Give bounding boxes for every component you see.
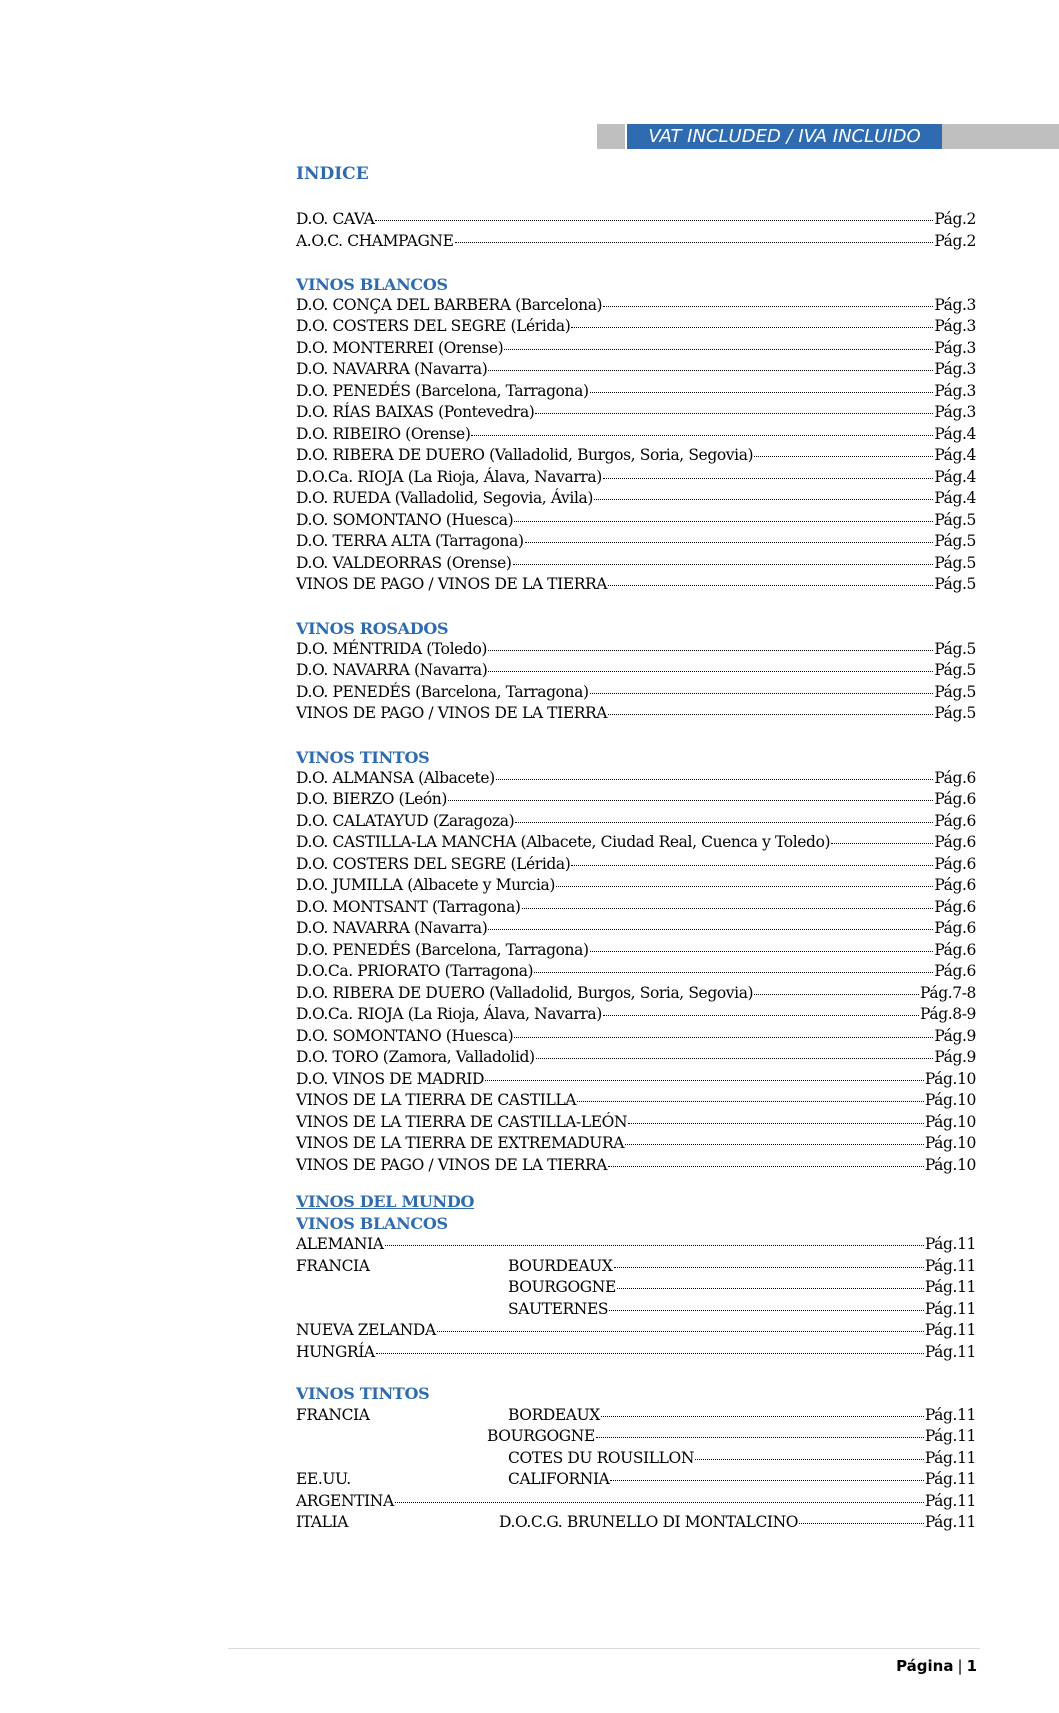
dot-leader: [590, 692, 934, 694]
toc-entry-sublabel: BOURGOGNE: [508, 1278, 616, 1296]
dot-leader: [471, 434, 933, 436]
toc-entry-row[interactable]: [296, 1513, 976, 1534]
toc-entry-row[interactable]: [296, 210, 976, 231]
dot-leader: [625, 1143, 924, 1145]
toc-entry-page: Pág.11: [924, 1405, 976, 1424]
toc-entry-label: D.O. JUMILLA (Albacete y Murcia): [296, 876, 556, 894]
toc-entry-label: D.O. CONÇA DEL BARBERA (Barcelona): [296, 295, 603, 314]
toc-entry-label: D.O. SOMONTANO (Huesca): [296, 1026, 514, 1045]
dot-leader: [608, 713, 933, 715]
toc-entry-page: Pág.4: [934, 446, 976, 464]
dot-leader: [556, 885, 933, 887]
toc-entry-page: Pág.5: [934, 510, 976, 529]
toc-entry-label: D.O. RIBERA DE DUERO (Valladolid, Burgos, Soria, Segovia): [296, 983, 754, 1002]
dot-leader: [535, 412, 933, 414]
dot-leader: [799, 1522, 924, 1524]
toc-entry-page: Pág.10: [924, 1134, 976, 1152]
dot-leader: [514, 1036, 933, 1038]
dot-leader: [536, 1057, 934, 1059]
dot-leader: [448, 799, 933, 801]
dot-leader: [754, 455, 933, 457]
dot-leader: [603, 1014, 919, 1016]
dot-leader: [488, 369, 933, 371]
toc-entry-label: VINOS DE PAGO / VINOS DE LA TIERRA: [296, 575, 608, 593]
toc-entry-sublabel: COTES DU ROUSILLON: [508, 1448, 695, 1467]
dot-leader: [514, 520, 933, 522]
toc-entry-row[interactable]: [296, 1235, 976, 1256]
dot-leader: [754, 993, 919, 995]
toc-entry-label: D.O.Ca. PRIORATO (Tarragona): [296, 962, 534, 980]
toc-entry-label: D.O. ALMANSA (Albacete): [296, 768, 495, 787]
dot-leader: [522, 907, 934, 909]
toc-entry-page: Pág.5: [934, 639, 976, 658]
toc-entry-row[interactable]: [296, 876, 976, 897]
dot-leader: [577, 1100, 924, 1102]
toc-entry-page: Pág.3: [934, 403, 976, 421]
toc-entry-page: Pág.6: [934, 811, 976, 830]
dot-leader: [590, 391, 934, 393]
dot-leader: [395, 1501, 924, 1503]
toc-entry-row[interactable]: [296, 232, 976, 253]
toc-entry-page: Pág.2: [934, 231, 976, 250]
toc-entry-page: Pág.3: [934, 338, 976, 357]
toc-entry-row[interactable]: [296, 1427, 976, 1448]
toc-entry-row[interactable]: [296, 1257, 976, 1278]
toc-entry-row[interactable]: [296, 1300, 976, 1321]
toc-entry-page: Pág.10: [924, 1112, 976, 1131]
toc-entry-label: D.O. TERRA ALTA (Tarragona): [296, 532, 524, 550]
toc-entry-label: D.O. CASTILLA-LA MANCHA (Albacete, Ciudad Real, Cuenca y Toledo): [296, 833, 831, 851]
toc-entry-page: Pág.4: [934, 489, 976, 507]
toc-entry-row[interactable]: [296, 1005, 976, 1026]
toc-entry-label: VINOS DE LA TIERRA DE CASTILLA-LEÓN: [296, 1112, 628, 1131]
dot-leader: [590, 950, 934, 952]
toc-entry-label: D.O. CAVA: [296, 210, 375, 228]
toc-entry-page: Pág.9: [934, 1026, 976, 1045]
toc-entry-row[interactable]: [296, 790, 976, 811]
toc-entry-page: Pág.3: [934, 295, 976, 314]
dot-leader: [603, 305, 933, 307]
toc-entry-row[interactable]: [296, 1321, 976, 1342]
dot-leader: [496, 778, 934, 780]
toc-entry-label: D.O. PENEDÉS (Barcelona, Tarragona): [296, 940, 589, 959]
world-red-wines-heading: VINOS TINTOS: [296, 1384, 430, 1403]
toc-entry-page: Pág.4: [934, 467, 976, 486]
toc-entry-label: D.O. VALDEORRAS (Orense): [296, 553, 512, 572]
toc-entry-page: Pág.11: [924, 1235, 976, 1253]
dot-leader: [571, 326, 933, 328]
toc-entry-row[interactable]: [296, 1048, 976, 1069]
toc-entry-row[interactable]: [296, 1492, 976, 1513]
toc-entry-label: D.O. RUEDA (Valladolid, Segovia, Ávila): [296, 489, 593, 507]
vat-included-label: VAT INCLUDED / IVA INCLUIDO: [625, 124, 942, 149]
index-title: INDICE: [296, 164, 369, 184]
toc-entry-row[interactable]: [296, 1027, 976, 1048]
dot-leader: [455, 241, 934, 243]
toc-entry-row[interactable]: [296, 1278, 976, 1299]
toc-entry-sublabel: BOURDEAUX: [508, 1256, 613, 1275]
dot-leader: [601, 1415, 924, 1417]
footer-page-word: Página: [896, 1657, 954, 1675]
toc-entry-label: D.O. RIBERA DE DUERO (Valladolid, Burgos, Soria, Segovia): [296, 446, 754, 464]
toc-entry-page: Pág.3: [934, 360, 976, 378]
toc-entry-row[interactable]: [296, 855, 976, 876]
toc-entry-row[interactable]: [296, 532, 976, 553]
toc-entry-label: D.O. BIERZO (León): [296, 790, 448, 808]
toc-entry-row[interactable]: [296, 1091, 976, 1112]
toc-entry-page: Pág.5: [934, 532, 976, 550]
toc-entry-label: D.O. CALATAYUD (Zaragoza): [296, 811, 515, 830]
dot-leader: [375, 219, 933, 221]
toc-entry-page: Pág.5: [934, 553, 976, 572]
toc-entry-row[interactable]: [296, 1113, 976, 1134]
toc-entry-page: Pág.5: [934, 682, 976, 701]
toc-entry-sublabel: D.O.C.G. BRUNELLO DI MONTALCINO: [499, 1513, 799, 1531]
dot-leader: [385, 1244, 924, 1246]
toc-entry-page: Pág.11: [924, 1491, 976, 1510]
dot-leader: [571, 864, 933, 866]
footer-separator: |: [957, 1657, 963, 1675]
world-wines-heading: VINOS DEL MUNDO: [296, 1192, 475, 1211]
dot-leader: [488, 649, 933, 651]
toc-entry-label: VINOS DE LA TIERRA DE CASTILLA: [296, 1091, 577, 1109]
toc-entry-row[interactable]: [296, 317, 976, 338]
toc-entry-label: D.O. TORO (Zamora, Valladolid): [296, 1048, 535, 1066]
toc-entry-page: Pág.10: [924, 1155, 976, 1174]
toc-entry-page: Pág.6: [934, 876, 976, 894]
dot-leader: [504, 348, 933, 350]
toc-entry-row[interactable]: [296, 704, 976, 725]
toc-entry-page: Pág.6: [934, 854, 976, 873]
toc-entry-row[interactable]: [296, 511, 976, 532]
dot-leader: [525, 541, 934, 543]
toc-entry-label: D.O. PENEDÉS (Barcelona, Tarragona): [296, 682, 589, 701]
dot-leader: [594, 498, 933, 500]
toc-entry-label: D.O. SOMONTANO (Huesca): [296, 510, 514, 529]
toc-entry-label: D.O. COSTERS DEL SEGRE (Lérida): [296, 317, 571, 335]
toc-entry-sublabel: CALIFORNIA: [508, 1470, 610, 1488]
toc-entry-page: Pág.10: [924, 1069, 976, 1088]
toc-entry-row[interactable]: [296, 941, 976, 962]
toc-entry-label: D.O. MONTSANT (Tarragona): [296, 897, 521, 916]
toc-entry-page: Pág.8-9: [920, 1005, 976, 1023]
toc-entry-label: VINOS DE PAGO / VINOS DE LA TIERRA: [296, 1155, 608, 1174]
toc-entry-label: ARGENTINA: [296, 1491, 394, 1510]
toc-entry-label: FRANCIA: [296, 1256, 370, 1275]
toc-entry-row[interactable]: [296, 489, 976, 510]
toc-entry-page: Pág.6: [934, 897, 976, 916]
toc-entry-page: Pág.11: [924, 1299, 976, 1318]
toc-entry-row[interactable]: [296, 661, 976, 682]
dot-leader: [603, 477, 933, 479]
toc-entry-row[interactable]: [296, 962, 976, 983]
toc-entry-row[interactable]: [296, 1343, 976, 1364]
dot-leader: [596, 1436, 924, 1438]
toc-entry-page: Pág.11: [924, 1278, 976, 1296]
toc-entry-label: D.O. VINOS DE MADRID: [296, 1069, 484, 1088]
toc-entry-label: D.O. COSTERS DEL SEGRE (Lérida): [296, 854, 571, 873]
toc-entry-page: Pág.3: [934, 381, 976, 400]
toc-entry-label: NUEVA ZELANDA: [296, 1321, 436, 1339]
toc-entry-page: Pág.11: [924, 1427, 976, 1445]
toc-entry-label: VINOS DE PAGO / VINOS DE LA TIERRA: [296, 704, 608, 722]
section-heading: VINOS TINTOS: [296, 747, 430, 767]
section-heading: VINOS ROSADOS: [296, 618, 449, 638]
dot-leader: [614, 1266, 924, 1268]
dot-leader: [513, 563, 934, 565]
dot-leader: [485, 1079, 924, 1081]
dot-leader: [534, 971, 933, 973]
toc-entry-page: Pág.5: [934, 575, 976, 593]
toc-entry-row[interactable]: [296, 1070, 976, 1091]
toc-entry-row[interactable]: [296, 339, 976, 360]
toc-entry-label: D.O. MONTERREI (Orense): [296, 338, 504, 357]
toc-entry-page: Pág.6: [934, 790, 976, 808]
toc-entry-label: D.O.Ca. RIOJA (La Rioja, Álava, Navarra): [296, 467, 602, 486]
toc-entry-page: Pág.7-8: [920, 983, 976, 1002]
dot-leader: [488, 670, 933, 672]
toc-entry-page: Pág.11: [924, 1448, 976, 1467]
toc-entry-label: ITALIA: [296, 1513, 349, 1531]
toc-entry-row[interactable]: [296, 919, 976, 940]
section-heading: VINOS BLANCOS: [296, 274, 448, 294]
toc-entry-page: Pág.6: [934, 768, 976, 787]
dot-leader: [488, 928, 933, 930]
toc-entry-row[interactable]: [296, 683, 976, 704]
dot-leader: [376, 1352, 924, 1354]
toc-entry-row[interactable]: [296, 360, 976, 381]
footer-divider: [228, 1648, 980, 1649]
toc-entry-page: Pág.11: [924, 1321, 976, 1339]
toc-entry-label: ALEMANIA: [296, 1235, 384, 1253]
toc-entry-label: VINOS DE LA TIERRA DE EXTREMADURA: [296, 1134, 625, 1152]
toc-entry-label: D.O. NAVARRA (Navarra): [296, 919, 488, 937]
toc-entry-label: EE.UU.: [296, 1470, 351, 1488]
toc-entry-page: Pág.6: [934, 962, 976, 980]
toc-entry-row[interactable]: [296, 812, 976, 833]
toc-entry-page: Pág.4: [934, 424, 976, 443]
toc-entry-row[interactable]: [296, 1156, 976, 1177]
toc-entry-page: Pág.6: [934, 919, 976, 937]
toc-entry-page: Pág.11: [924, 1342, 976, 1361]
toc-entry-row[interactable]: [296, 769, 976, 790]
toc-entry-page: Pág.3: [934, 317, 976, 335]
dot-leader: [515, 821, 933, 823]
toc-entry-row[interactable]: [296, 382, 976, 403]
toc-entry-row[interactable]: [296, 446, 976, 467]
dot-leader: [617, 1287, 924, 1289]
toc-entry-row[interactable]: [296, 1406, 976, 1427]
toc-entry-label: D.O. RÍAS BAIXAS (Pontevedra): [296, 403, 535, 421]
toc-entry-label: D.O. RIBEIRO (Orense): [296, 424, 471, 443]
toc-entry-row[interactable]: [296, 898, 976, 919]
toc-entry-row[interactable]: [296, 984, 976, 1005]
toc-entry-page: Pág.5: [934, 661, 976, 679]
dot-leader: [831, 842, 933, 844]
dot-leader: [437, 1330, 924, 1332]
footer-page-number: 1: [966, 1657, 977, 1675]
toc-entry-page: Pág.10: [924, 1091, 976, 1109]
toc-entry-label: D.O. NAVARRA (Navarra): [296, 661, 488, 679]
toc-entry-row[interactable]: [296, 1449, 976, 1470]
toc-entry-page: Pág.11: [924, 1256, 976, 1275]
toc-entry-label: A.O.C. CHAMPAGNE: [296, 231, 454, 250]
dot-leader: [695, 1458, 924, 1460]
toc-entry-sublabel: BORDEAUX: [508, 1405, 600, 1424]
toc-entry-row[interactable]: [296, 468, 976, 489]
toc-entry-row[interactable]: [296, 425, 976, 446]
toc-entry-page: Pág.2: [934, 210, 976, 228]
toc-entry-label: FRANCIA: [296, 1405, 370, 1424]
dot-leader: [608, 1165, 924, 1167]
toc-entry-sublabel: BOURGOGNE: [487, 1427, 595, 1445]
toc-entry-label: D.O. MÉNTRIDA (Toledo): [296, 639, 488, 658]
dot-leader: [628, 1122, 924, 1124]
toc-entry-row[interactable]: [296, 575, 976, 596]
toc-entry-page: Pág.11: [924, 1470, 976, 1488]
toc-entry-label: D.O. PENEDÉS (Barcelona, Tarragona): [296, 381, 589, 400]
toc-entry-page: Pág.11: [924, 1513, 976, 1531]
toc-entry-row[interactable]: [296, 640, 976, 661]
dot-leader: [609, 1309, 924, 1311]
world-white-wines-heading: VINOS BLANCOS: [296, 1213, 448, 1233]
toc-entry-row[interactable]: [296, 1470, 976, 1491]
toc-entry-label: D.O. NAVARRA (Navarra): [296, 360, 488, 378]
toc-entry-row[interactable]: [296, 554, 976, 575]
dot-leader: [608, 584, 933, 586]
toc-entry-row[interactable]: [296, 1134, 976, 1155]
toc-entry-page: Pág.6: [934, 940, 976, 959]
toc-entry-page: Pág.9: [934, 1048, 976, 1066]
toc-entry-row[interactable]: [296, 833, 976, 854]
toc-entry-label: HUNGRÍA: [296, 1342, 375, 1361]
toc-entry-label: D.O.Ca. RIOJA (La Rioja, Álava, Navarra): [296, 1005, 602, 1023]
toc-entry-page: Pág.6: [934, 833, 976, 851]
toc-entry-page: Pág.5: [934, 704, 976, 722]
toc-entry-row[interactable]: [296, 403, 976, 424]
toc-entry-sublabel: SAUTERNES: [508, 1299, 609, 1318]
toc-entry-row[interactable]: [296, 296, 976, 317]
dot-leader: [610, 1479, 923, 1481]
page-footer: [896, 1657, 977, 1675]
